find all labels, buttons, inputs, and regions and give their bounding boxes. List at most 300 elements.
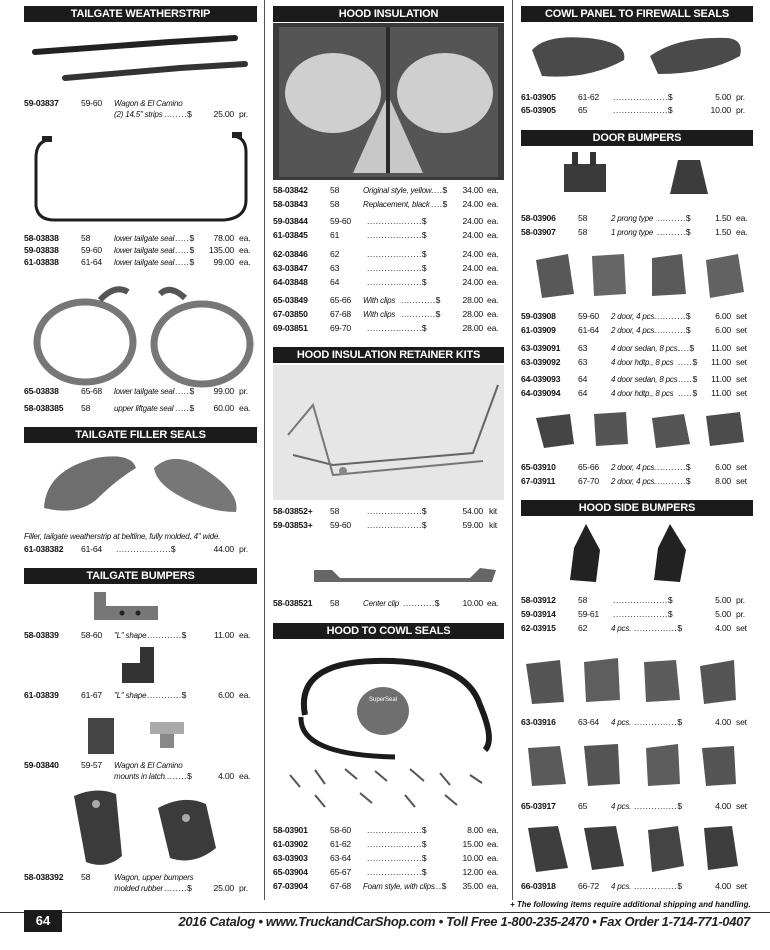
door-bumpers-set-photo xyxy=(528,246,752,302)
part-number: 65-03905 xyxy=(521,105,556,115)
part-number: 66-03918 xyxy=(521,881,556,891)
unit: ea. xyxy=(239,630,251,640)
year-range: 59-60 xyxy=(81,98,102,108)
part-number: 61-03845 xyxy=(273,230,308,240)
year-range: 58-60 xyxy=(81,630,102,640)
leader-dots: ..........$ xyxy=(657,311,692,321)
description: 2 door, 4 pcs. xyxy=(611,477,657,486)
leader-dots: ...................$ xyxy=(367,839,428,849)
unit: set xyxy=(736,462,747,472)
year-range: 58 xyxy=(330,598,340,608)
part-number: 59-03908 xyxy=(521,311,556,321)
part-number: 64-039093 xyxy=(521,374,561,384)
price: 44.00 xyxy=(213,544,234,554)
center-clip-photo xyxy=(310,560,500,590)
leader-dots: ...................$ xyxy=(367,323,428,333)
part-number: 58-03912 xyxy=(521,595,556,605)
part-number: 63-039091 xyxy=(521,343,561,353)
leader-dots: ..........$ xyxy=(657,462,692,472)
unit: pr. xyxy=(239,544,248,554)
upper-bumpers-photo xyxy=(66,786,226,870)
part-number: 63-03903 xyxy=(273,853,308,863)
year-range: 59-60 xyxy=(330,520,351,530)
leader-dots: ...................$ xyxy=(367,825,428,835)
year-range: 61-62 xyxy=(578,92,599,102)
catalog-footer: 2016 Catalog • www.TruckandCarShop.com • Toll Free 1-800-235-2470 • Fax Order 1-714-771-0407 xyxy=(178,914,750,929)
year-range: 61-62 xyxy=(330,839,351,849)
year-range: 61 xyxy=(330,230,340,240)
unit: ea. xyxy=(487,263,499,273)
year-range: 65-67 xyxy=(330,867,351,877)
leader-dots: ...................$ xyxy=(367,277,428,287)
leader-dots: ..........$ xyxy=(657,325,692,335)
year-range: 58 xyxy=(330,185,340,195)
leader-dots: .....$ xyxy=(175,257,195,267)
unit: ea. xyxy=(487,867,499,877)
year-range: 59-60 xyxy=(81,245,102,255)
price: 6.00 xyxy=(715,311,731,321)
price: 5.00 xyxy=(715,609,731,619)
leader-dots: ............$ xyxy=(147,630,187,640)
price: 34.00 xyxy=(462,185,483,195)
description: 2 door, 4 pcs. xyxy=(611,463,657,472)
leader-dots: ..........$ xyxy=(657,476,692,486)
part-number: 65-03910 xyxy=(521,462,556,472)
description: Wagon & El Camino xyxy=(114,761,183,770)
price: 24.00 xyxy=(462,199,483,209)
price: 4.00 xyxy=(218,771,234,781)
description: upper liftgate seal xyxy=(114,404,174,413)
price: 4.00 xyxy=(715,623,731,633)
year-range: 58 xyxy=(578,227,588,237)
part-number: 63-03847 xyxy=(273,263,308,273)
unit: pr. xyxy=(239,883,248,893)
description: Wagon, upper bumpers xyxy=(114,873,194,882)
year-range: 61-64 xyxy=(81,544,102,554)
superseal-label: SuperSeal xyxy=(368,697,398,703)
description: 4 door hdtp., 8 pcs xyxy=(611,358,674,367)
price: 11.00 xyxy=(214,630,234,640)
year-range: 63-64 xyxy=(330,853,351,863)
description: 4 pcs. xyxy=(611,882,632,891)
part-number: 58-03906 xyxy=(521,213,556,223)
lower-tailgate-seal-coils-photo xyxy=(30,280,254,390)
hood-side-bumpers-set-62-photo xyxy=(520,652,750,712)
description: lower tailgate seal xyxy=(114,234,175,243)
year-range: 58 xyxy=(330,199,340,209)
part-number: 64-039094 xyxy=(521,388,561,398)
prong-door-bumpers-photo xyxy=(550,150,730,208)
year-range: 67-68 xyxy=(330,881,351,891)
unit: ea. xyxy=(239,771,251,781)
footer-divider xyxy=(0,912,770,913)
unit: ea. xyxy=(487,881,499,891)
part-number: 67-03904 xyxy=(273,881,308,891)
part-number: 63-039092 xyxy=(521,357,561,367)
leader-dots: ...$ xyxy=(433,881,447,891)
price: 24.00 xyxy=(462,277,483,287)
leader-dots: ...................$ xyxy=(367,506,428,516)
leader-dots: ...................$ xyxy=(367,216,428,226)
leader-dots: ...................$ xyxy=(367,263,428,273)
part-number: 69-03851 xyxy=(273,323,308,333)
part-number: 58-03843 xyxy=(273,199,308,209)
leader-dots: .....$ xyxy=(175,233,195,243)
part-number: 58-03852+ xyxy=(273,506,313,516)
unit: ea. xyxy=(487,199,499,209)
year-range: 65-66 xyxy=(330,295,351,305)
unit: ea. xyxy=(487,825,499,835)
price: 4.00 xyxy=(715,717,731,727)
description: 4 pcs. xyxy=(611,802,632,811)
l-shape-bumper-photo xyxy=(92,588,162,624)
leader-dots: ...................$ xyxy=(367,867,428,877)
leader-dots: ...............$ xyxy=(634,881,683,891)
leader-dots: .....$ xyxy=(175,403,195,413)
part-number: 65-03849 xyxy=(273,295,308,305)
unit: kit xyxy=(489,520,497,530)
leader-dots: ...................$ xyxy=(367,230,428,240)
price: 4.00 xyxy=(715,881,731,891)
year-range: 62 xyxy=(578,623,588,633)
unit: ea. xyxy=(487,216,499,226)
leader-dots: ..........$ xyxy=(657,213,692,223)
unit: set xyxy=(736,357,747,367)
price: 12.00 xyxy=(462,867,483,877)
part-number: 61-03902 xyxy=(273,839,308,849)
unit: ea. xyxy=(239,233,251,243)
leader-dots: ...............$ xyxy=(634,623,683,633)
unit: ea. xyxy=(487,598,499,608)
price: 5.00 xyxy=(715,92,731,102)
year-range: 61-64 xyxy=(578,325,599,335)
year-range: 58 xyxy=(330,506,340,516)
year-range: 59-60 xyxy=(578,311,599,321)
section-header-hood-insulation-retainer-kits: HOOD INSULATION RETAINER KITS xyxy=(273,347,504,363)
description: 4 door hdtp., 8 pcs xyxy=(611,389,674,398)
price: 135.00 xyxy=(208,245,234,255)
part-number: 67-03911 xyxy=(521,476,556,486)
price: 99.00 xyxy=(213,386,234,396)
part-number: 61-03839 xyxy=(24,690,59,700)
part-number: 65-03917 xyxy=(521,801,556,811)
price: 8.00 xyxy=(467,825,483,835)
description: Center clip xyxy=(363,599,400,608)
unit: pr. xyxy=(736,595,745,605)
unit: pr. xyxy=(239,109,248,119)
leader-dots: ...................$ xyxy=(367,520,428,530)
part-number: 62-03846 xyxy=(273,249,308,259)
unit: ea. xyxy=(239,257,251,267)
description-line2: molded rubber xyxy=(114,884,163,893)
unit: ea. xyxy=(487,249,499,259)
unit: set xyxy=(736,623,747,633)
section-header-tailgate-weatherstrip: TAILGATE WEATHERSTRIP xyxy=(24,6,257,22)
price: 10.00 xyxy=(462,598,483,608)
unit: ea. xyxy=(239,403,251,413)
part-number: 58-038521 xyxy=(273,598,313,608)
column-divider xyxy=(512,0,513,900)
leader-dots: .....$ xyxy=(175,245,195,255)
description: Foam style, with clips xyxy=(363,882,435,891)
price: 78.00 xyxy=(213,233,234,243)
price: 6.00 xyxy=(715,325,731,335)
section-header-door-bumpers: DOOR BUMPERS xyxy=(521,130,753,146)
tailgate-seal-loop-photo xyxy=(28,128,256,228)
description: 4 pcs. xyxy=(611,718,632,727)
unit: pr. xyxy=(736,609,745,619)
unit: set xyxy=(736,801,747,811)
year-range: 65 xyxy=(578,801,588,811)
table-row xyxy=(24,98,256,120)
year-range: 58 xyxy=(578,213,588,223)
unit: ea. xyxy=(487,323,499,333)
leader-dots: ........$ xyxy=(164,771,193,781)
leader-dots: ...........$ xyxy=(403,598,441,608)
unit: set xyxy=(736,343,747,353)
part-number: 64-03848 xyxy=(273,277,308,287)
price: 11.00 xyxy=(711,343,731,353)
description: 4 pcs. xyxy=(611,624,632,633)
part-number: 65-03838 xyxy=(24,386,59,396)
price: 25.00 xyxy=(213,883,234,893)
price: 11.00 xyxy=(711,374,731,384)
year-range: 64 xyxy=(578,374,588,384)
unit: ea. xyxy=(487,309,499,319)
unit: set xyxy=(736,476,747,486)
part-number: 61-03905 xyxy=(521,92,556,102)
section-header-hood-insulation: HOOD INSULATION xyxy=(273,6,504,22)
door-bumpers-set-2-photo xyxy=(530,404,752,454)
leader-dots: .....$ xyxy=(678,374,698,384)
year-range: 64 xyxy=(578,388,588,398)
price: 11.00 xyxy=(711,357,731,367)
part-number: 59-03914 xyxy=(521,609,556,619)
tailgate-filler-seal-photo xyxy=(36,450,246,522)
hood-insulation-photo xyxy=(273,23,504,180)
part-number: 58-03838 xyxy=(24,233,59,243)
price: 28.00 xyxy=(462,295,483,305)
part-number: 58-038392 xyxy=(24,872,64,882)
price: 6.00 xyxy=(218,690,234,700)
part-number: 58-03901 xyxy=(273,825,308,835)
unit: kit xyxy=(489,506,497,516)
description: lower tailgate seal xyxy=(114,387,175,396)
year-range: 67-68 xyxy=(330,309,351,319)
year-range: 61-67 xyxy=(81,690,102,700)
year-range: 65-66 xyxy=(578,462,599,472)
section-header-cowl-panel-to-firewall-seals: COWL PANEL TO FIREWALL SEALS xyxy=(521,6,753,22)
part-number: 61-03838 xyxy=(24,257,59,267)
description-line2: mounts in latch xyxy=(114,772,165,781)
year-range: 65-68 xyxy=(81,386,102,396)
leader-dots: ....$ xyxy=(678,343,695,353)
part-number: 58-03842 xyxy=(273,185,308,195)
part-number: 58-038385 xyxy=(24,403,64,413)
year-range: 64 xyxy=(330,277,340,287)
part-number: 65-03904 xyxy=(273,867,308,877)
description: Replacement, black xyxy=(363,200,430,209)
price: 25.00 xyxy=(213,109,234,119)
price: 8.00 xyxy=(715,476,731,486)
price: 28.00 xyxy=(462,323,483,333)
price: 24.00 xyxy=(462,263,483,273)
unit: ea. xyxy=(487,853,499,863)
price: 54.00 xyxy=(462,506,483,516)
leader-dots: ...................$ xyxy=(613,105,674,115)
description: With clips xyxy=(363,310,396,319)
leader-dots: ...................$ xyxy=(613,92,674,102)
unit: ea. xyxy=(487,277,499,287)
unit: pr. xyxy=(736,92,745,102)
part-number: 58-03907 xyxy=(521,227,556,237)
leader-dots: ..........$ xyxy=(657,227,692,237)
leader-dots: ....$ xyxy=(431,185,448,195)
price: 11.00 xyxy=(711,388,731,398)
price: 6.00 xyxy=(715,462,731,472)
unit: set xyxy=(736,374,747,384)
price: 1.50 xyxy=(715,227,731,237)
leader-dots: ...................$ xyxy=(613,595,674,605)
leader-dots: ....$ xyxy=(431,199,448,209)
leader-dots: ...................$ xyxy=(116,544,177,554)
unit: set xyxy=(736,881,747,891)
retainer-kit-rods-photo xyxy=(273,365,504,500)
leader-dots: .....$ xyxy=(678,388,698,398)
year-range: 58 xyxy=(81,872,91,882)
leader-dots: ...............$ xyxy=(634,717,683,727)
description: 4 door sedan, 8 pcs xyxy=(611,375,678,384)
hood-side-bumpers-set-65-photo xyxy=(520,822,750,878)
unit: ea. xyxy=(239,690,251,700)
leader-dots: ...................$ xyxy=(367,249,428,259)
description: lower tailgate seal xyxy=(114,246,175,255)
hood-to-cowl-seal-photo xyxy=(275,645,503,820)
price: 59.00 xyxy=(462,520,483,530)
price: 99.00 xyxy=(213,257,234,267)
section-header-hood-to-cowl-seals: HOOD TO COWL SEALS xyxy=(273,623,504,639)
year-range: 63-64 xyxy=(578,717,599,727)
part-number: 61-038382 xyxy=(24,544,64,554)
year-range: 61-64 xyxy=(81,257,102,267)
price: 60.00 xyxy=(213,403,234,413)
year-range: 63 xyxy=(330,263,340,273)
unit: ea. xyxy=(736,227,748,237)
unit: set xyxy=(736,388,747,398)
l-shape-bumper-small-photo xyxy=(120,645,168,685)
unit: ea. xyxy=(487,230,499,240)
table-row xyxy=(24,760,256,782)
leader-dots: .....$ xyxy=(678,357,698,367)
description: "L" shape xyxy=(114,631,147,640)
leader-dots: ........$ xyxy=(164,883,193,893)
description-line2: (2) 14.5" strips xyxy=(114,110,163,119)
section-header-tailgate-bumpers: TAILGATE BUMPERS xyxy=(24,568,257,584)
part-number: 62-03915 xyxy=(521,623,556,633)
description: 2 door, 4 pcs. xyxy=(611,326,657,335)
description: 2 prong type xyxy=(611,214,654,223)
leader-dots: ........$ xyxy=(164,109,193,119)
tailgate-weatherstrip-strips-photo xyxy=(30,30,250,90)
unit: ea. xyxy=(736,213,748,223)
year-range: 59-57 xyxy=(81,760,102,770)
part-number: 59-03837 xyxy=(24,98,59,108)
year-range: 59-60 xyxy=(330,216,351,226)
part-number: 61-03909 xyxy=(521,325,556,335)
year-range: 63 xyxy=(578,357,588,367)
price: 10.00 xyxy=(462,853,483,863)
hood-side-bumpers-photo xyxy=(560,520,710,586)
price: 4.00 xyxy=(715,801,731,811)
description: lower tailgate seal xyxy=(114,258,175,267)
year-range: 59-61 xyxy=(578,609,599,619)
year-range: 58 xyxy=(81,233,91,243)
unit: set xyxy=(736,717,747,727)
description: 2 door, 4 pcs. xyxy=(611,312,657,321)
price: 24.00 xyxy=(462,249,483,259)
description: "L" shape xyxy=(114,691,147,700)
leader-dots: .....$ xyxy=(175,386,195,396)
year-range: 58 xyxy=(578,595,588,605)
section-header-tailgate-filler-seals: TAILGATE FILLER SEALS xyxy=(24,427,257,443)
price: 15.00 xyxy=(462,839,483,849)
price: 24.00 xyxy=(462,230,483,240)
description: Wagon & El Camino xyxy=(114,99,183,108)
unit: ea. xyxy=(487,295,499,305)
year-range: 65 xyxy=(578,105,588,115)
unit: ea. xyxy=(487,185,499,195)
leader-dots: ...............$ xyxy=(634,801,683,811)
year-range: 58 xyxy=(81,403,91,413)
unit: pr. xyxy=(239,386,248,396)
latch-bumper-photo xyxy=(86,712,186,758)
unit: ea. xyxy=(487,839,499,849)
part-number: 59-03838 xyxy=(24,245,59,255)
part-number: 63-03916 xyxy=(521,717,556,727)
unit: ea. xyxy=(239,245,251,255)
price: 28.00 xyxy=(462,309,483,319)
leader-dots: ............$ xyxy=(401,309,441,319)
price: 5.00 xyxy=(715,595,731,605)
year-range: 66-72 xyxy=(578,881,599,891)
description: 1 prong type xyxy=(611,228,654,237)
unit: pr. xyxy=(736,105,745,115)
hood-side-bumpers-set-63-photo xyxy=(520,738,750,794)
leader-dots: ...................$ xyxy=(367,853,428,863)
part-number: 67-03850 xyxy=(273,309,308,319)
price: 35.00 xyxy=(462,881,483,891)
cowl-firewall-seal-photo xyxy=(528,30,748,80)
price: 10.00 xyxy=(710,105,731,115)
unit: set xyxy=(736,325,747,335)
year-range: 62 xyxy=(330,249,340,259)
part-number: 59-03840 xyxy=(24,760,59,770)
description: Original style, yellow xyxy=(363,186,432,195)
price: 24.00 xyxy=(462,216,483,226)
leader-dots: ............$ xyxy=(147,690,187,700)
column-divider xyxy=(264,0,265,900)
description: 4 door sedan, 8 pcs. xyxy=(611,344,680,353)
shipping-note: + The following items require additional shipping and handling. xyxy=(510,900,751,909)
leader-dots: ...................$ xyxy=(613,609,674,619)
table-row xyxy=(24,872,256,894)
leader-dots: ............$ xyxy=(401,295,441,305)
part-number: 59-03853+ xyxy=(273,520,313,530)
unit: set xyxy=(736,311,747,321)
section-header-hood-side-bumpers: HOOD SIDE BUMPERS xyxy=(521,500,753,516)
filler-description: Filler, tailgate weatherstrip at beltline, fully molded, 4" wide. xyxy=(24,532,221,541)
year-range: 67-70 xyxy=(578,476,599,486)
